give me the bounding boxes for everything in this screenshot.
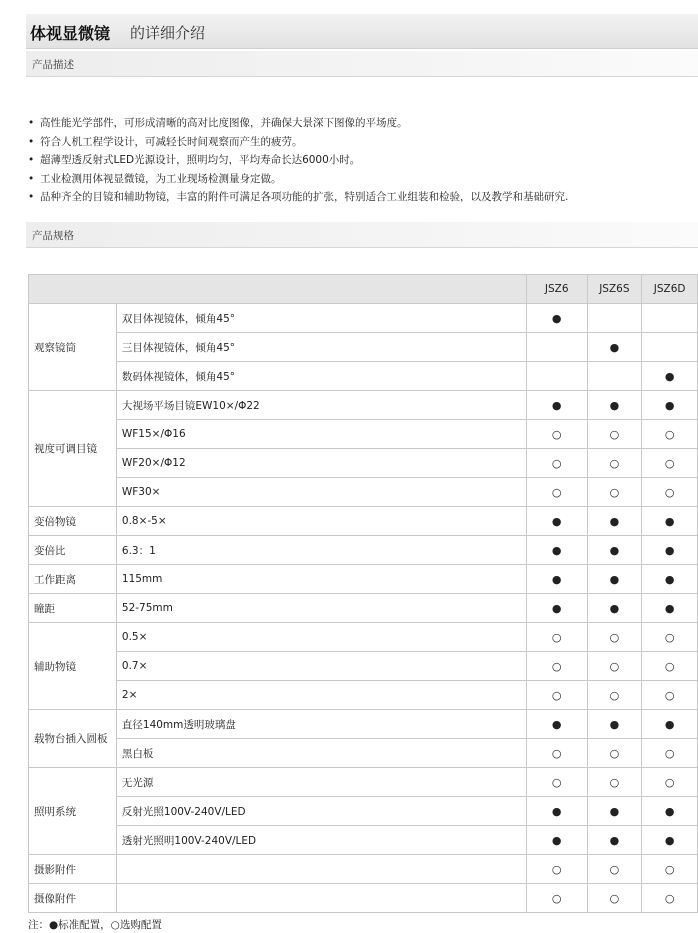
standard-config-mark: ●	[587, 391, 642, 420]
optional-config-mark: ○	[526, 449, 587, 478]
group-label: 视度可调目镜	[29, 391, 117, 507]
standard-config-mark: ●	[526, 391, 587, 420]
description-item: • 超薄型透反射式LED光源设计，照明均匀，平均寿命长达6000小时。	[26, 151, 698, 170]
group-label: 辅助物镜	[29, 623, 117, 710]
item-label: 黑白板	[116, 739, 526, 768]
item-label: 数码体视镜体，倾角45°	[116, 362, 526, 391]
optional-config-mark: ○	[587, 652, 642, 681]
standard-config-mark: ●	[642, 565, 698, 594]
table-row	[29, 855, 698, 884]
optional-config-mark: ○	[642, 623, 698, 652]
optional-config-mark: ○	[526, 623, 587, 652]
table-row	[29, 710, 698, 739]
standard-config-mark: ●	[642, 594, 698, 623]
optional-config-mark: ○	[587, 768, 642, 797]
optional-config-mark: ○	[526, 652, 587, 681]
table-row	[29, 884, 698, 913]
optional-config-mark: ○	[587, 623, 642, 652]
standard-config-mark: ●	[587, 507, 642, 536]
standard-config-mark: ●	[642, 797, 698, 826]
group-label: 瞳距	[29, 594, 117, 623]
item-label: 0.8×-5×	[116, 507, 526, 536]
item-label: 52-75mm	[116, 594, 526, 623]
standard-config-mark: ●	[642, 362, 698, 391]
page-title: 体视显微镜	[30, 24, 111, 43]
page-subtitle: 的详细介绍	[130, 24, 206, 42]
table-row	[29, 304, 698, 333]
standard-config-mark: ●	[587, 826, 642, 855]
optional-config-mark: ○	[587, 884, 642, 913]
table-row	[29, 565, 698, 594]
optional-config-mark: ○	[642, 855, 698, 884]
table-note: 注：●标准配置，○选购配置	[28, 919, 162, 931]
group-label: 工作距离	[29, 565, 117, 594]
optional-config-mark: ○	[642, 739, 698, 768]
column-header: JSZ6	[526, 275, 587, 304]
table-row	[29, 768, 698, 797]
standard-config-mark: ●	[526, 594, 587, 623]
empty-cell	[587, 362, 642, 391]
standard-config-mark: ●	[642, 536, 698, 565]
item-label: 6.3：1	[116, 536, 526, 565]
table-header-row	[29, 275, 698, 304]
standard-config-mark: ●	[526, 710, 587, 739]
item-label: 无光源	[116, 768, 526, 797]
table-row	[29, 391, 698, 420]
section-title: 产品规格	[32, 230, 74, 242]
optional-config-mark: ○	[587, 739, 642, 768]
item-label: WF15×/Φ16	[116, 420, 526, 449]
optional-config-mark: ○	[642, 768, 698, 797]
group-label: 观察镜筒	[29, 304, 117, 391]
group-label: 摄像附件	[29, 884, 117, 913]
optional-config-mark: ○	[587, 681, 642, 710]
item-label: 0.7×	[116, 652, 526, 681]
group-label: 变倍物镜	[29, 507, 117, 536]
optional-config-mark: ○	[587, 420, 642, 449]
section-header-spec	[26, 222, 698, 248]
optional-config-mark: ○	[642, 884, 698, 913]
section-title: 产品描述	[32, 59, 74, 71]
standard-config-mark: ●	[587, 797, 642, 826]
table-row	[29, 449, 698, 478]
item-label: 0.5×	[116, 623, 526, 652]
group-label: 摄影附件	[29, 855, 117, 884]
item-label: 三目体视镜体，倾角45°	[116, 333, 526, 362]
optional-config-mark: ○	[642, 420, 698, 449]
optional-config-mark: ○	[587, 855, 642, 884]
empty-cell	[526, 333, 587, 362]
optional-config-mark: ○	[526, 768, 587, 797]
standard-config-mark: ●	[587, 536, 642, 565]
optional-config-mark: ○	[587, 478, 642, 507]
item-label: WF20×/Φ12	[116, 449, 526, 478]
item-label: 透射光照明100V-240V/LED	[116, 826, 526, 855]
standard-config-mark: ●	[587, 594, 642, 623]
spec-table	[28, 274, 698, 913]
standard-config-mark: ●	[587, 710, 642, 739]
standard-config-mark: ●	[526, 797, 587, 826]
standard-config-mark: ●	[526, 565, 587, 594]
table-row	[29, 478, 698, 507]
standard-config-mark: ●	[526, 507, 587, 536]
standard-config-mark: ●	[587, 333, 642, 362]
optional-config-mark: ○	[587, 449, 642, 478]
empty-cell	[642, 333, 698, 362]
optional-config-mark: ○	[642, 478, 698, 507]
table-row	[29, 536, 698, 565]
optional-config-mark: ○	[526, 420, 587, 449]
table-row	[29, 739, 698, 768]
empty-cell	[587, 304, 642, 333]
table-row	[29, 594, 698, 623]
item-label	[116, 855, 526, 884]
standard-config-mark: ●	[642, 826, 698, 855]
description-item: • 高性能光学部件，可形成清晰的高对比度图像，并确保大景深下图像的平场度。	[26, 114, 698, 133]
page-title-bar	[26, 14, 698, 49]
empty-cell	[526, 362, 587, 391]
optional-config-mark: ○	[642, 449, 698, 478]
optional-config-mark: ○	[526, 855, 587, 884]
item-label: 大视场平场目镜EW10×/Φ22	[116, 391, 526, 420]
table-row	[29, 652, 698, 681]
standard-config-mark: ●	[526, 826, 587, 855]
table-row	[29, 623, 698, 652]
item-label: 直径140mm透明玻璃盘	[116, 710, 526, 739]
table-row	[29, 333, 698, 362]
item-label: 115mm	[116, 565, 526, 594]
empty-cell	[642, 304, 698, 333]
optional-config-mark: ○	[526, 681, 587, 710]
optional-config-mark: ○	[526, 739, 587, 768]
table-row	[29, 797, 698, 826]
table-row	[29, 826, 698, 855]
standard-config-mark: ●	[642, 391, 698, 420]
standard-config-mark: ●	[587, 565, 642, 594]
description-item: • 工业检测用体视显微镜，为工业现场检测量身定做。	[26, 170, 698, 189]
optional-config-mark: ○	[642, 652, 698, 681]
header-blank-cell	[29, 275, 527, 304]
standard-config-mark: ●	[642, 507, 698, 536]
item-label: 双目体视镜体，倾角45°	[116, 304, 526, 333]
column-header: JSZ6S	[587, 275, 642, 304]
item-label: WF30×	[116, 478, 526, 507]
description-item: • 品种齐全的目镜和辅助物镜，丰富的附件可满足各项功能的扩张，特别适合工业组装和检验，以及教学和基础研究.	[26, 188, 698, 207]
group-label: 变倍比	[29, 536, 117, 565]
group-label: 照明系统	[29, 768, 117, 855]
optional-config-mark: ○	[642, 681, 698, 710]
table-row	[29, 507, 698, 536]
item-label	[116, 884, 526, 913]
standard-config-mark: ●	[526, 536, 587, 565]
description-list	[26, 114, 698, 207]
standard-config-mark: ●	[526, 304, 587, 333]
table-row	[29, 681, 698, 710]
item-label: 2×	[116, 681, 526, 710]
item-label: 反射光照100V-240V/LED	[116, 797, 526, 826]
optional-config-mark: ○	[526, 478, 587, 507]
optional-config-mark: ○	[526, 884, 587, 913]
table-row	[29, 362, 698, 391]
table-row	[29, 420, 698, 449]
section-header-description	[26, 51, 698, 77]
standard-config-mark: ●	[642, 710, 698, 739]
description-item: • 符合人机工程学设计，可减轻长时间观察而产生的疲劳。	[26, 133, 698, 152]
group-label: 载物台插入圆板	[29, 710, 117, 768]
column-header: JSZ6D	[642, 275, 698, 304]
